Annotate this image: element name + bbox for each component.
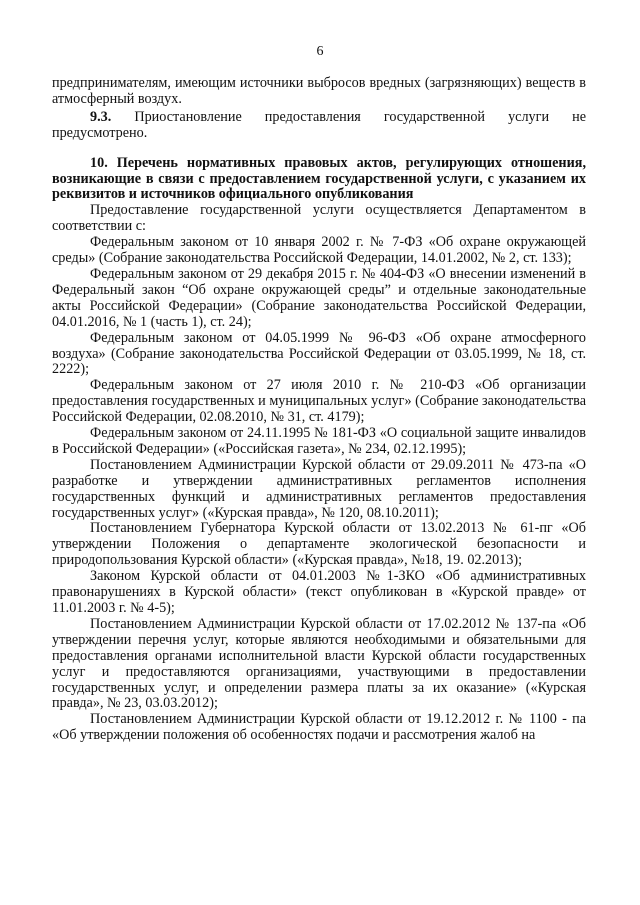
law-item: Федеральным законом от 10 января 2002 г. № 7-ФЗ «Об охране окружающей среды» (Собрание законодательства Российской Федерации, 14.01.2002, № 2, ст. 133);: [52, 234, 586, 267]
law-item: Постановлением Губернатора Курской области от 13.02.2013 № 61-пг «Об утверждении Положения о департаменте экологической безопасности и природопользования Курской области» («Курская правда», №18, 19. 02.2013);: [52, 520, 586, 569]
section-10-intro: Предоставление государственной услуги осуществляется Департаментом в соответствии с:: [52, 202, 586, 235]
law-item: Федеральным законом от 04.05.1999 № 96-ФЗ «Об охране атмосферного воздуха» (Собрание законодательства Российской Федерации от 03.05.1999, № 18, ст. 2222);: [52, 329, 586, 378]
section-9-3-text: Приостановление предоставления государственной услуги не предусмотрено.: [52, 108, 586, 141]
law-item: Федеральным законом от 29 декабря 2015 г. № 404-ФЗ «О внесении изменений в Федеральный закон “Об охране окружающей среды” и отдельные законодательные акты Российской Федерации» (Собрание законодательства Российской Федерации, 04.01.2016, № 1 (часть 1), ст. 24);: [52, 265, 586, 330]
law-item: Постановлением Администрации Курской области от 29.09.2011 № 473-па «О разработке и утверждении административных регламентов исполнения государственных функций и административных регламентов предоставления государственных услуг» («Курская правда», № 120, 08.10.2011);: [52, 456, 586, 521]
law-item: Федеральным законом от 27 июля 2010 г. № 210-ФЗ «Об организации предоставления государственных и муниципальных услуг» (Собрание законодательства Российской Федерации, 02.08.2010, № 31, ст. 4179);: [52, 377, 586, 426]
law-item: Постановлением Администрации Курской области от 17.02.2012 № 137-па «Об утверждении перечня услуг, которые являются необходимыми и обязательными для предоставления органами исполнительной власти Курской области государственных услуг и предоставляются организациями, участвующими в предоставлении государственных услуг, и определении размера платы за их оказание» («Курская правда», № 23, 03.03.2012);: [52, 615, 586, 712]
continuation-paragraph: предпринимателям, имеющим источники выбросов вредных (загрязняющих) веществ в атмосферный воздух.: [52, 75, 586, 107]
section-9-3-number: 9.3.: [90, 108, 112, 125]
page-number: 6: [316, 44, 324, 59]
law-item: Постановлением Администрации Курской области от 19.12.2012 г. № 1100 - па «Об утверждении положения об особенностях подачи и рассмотрения жалоб на: [52, 711, 586, 744]
law-item: Законом Курской области от 04.01.2003 №1-ЗКО «Об административных правонарушениях в Курской области» (текст опубликован в «Курской правде» от 11.01.2003 г. № 4-5);: [52, 568, 586, 616]
section-10-heading: [52, 156, 586, 204]
document-body: [52, 76, 586, 744]
section-10-heading-text: Перечень нормативных правовых актов, регулирующих отношения, возникающие в связи с предоставлением государственной услуги, с указанием их реквизитов и источников официального опубликования: [52, 154, 587, 203]
section-10-number: 10.: [90, 154, 108, 171]
law-item: Федеральным законом от 24.11.1995 № 181-ФЗ «О социальной защите инвалидов в Российской Федерации» («Российская газета», № 234, 02.12.1995);: [52, 425, 586, 457]
section-9-3: [52, 110, 586, 142]
